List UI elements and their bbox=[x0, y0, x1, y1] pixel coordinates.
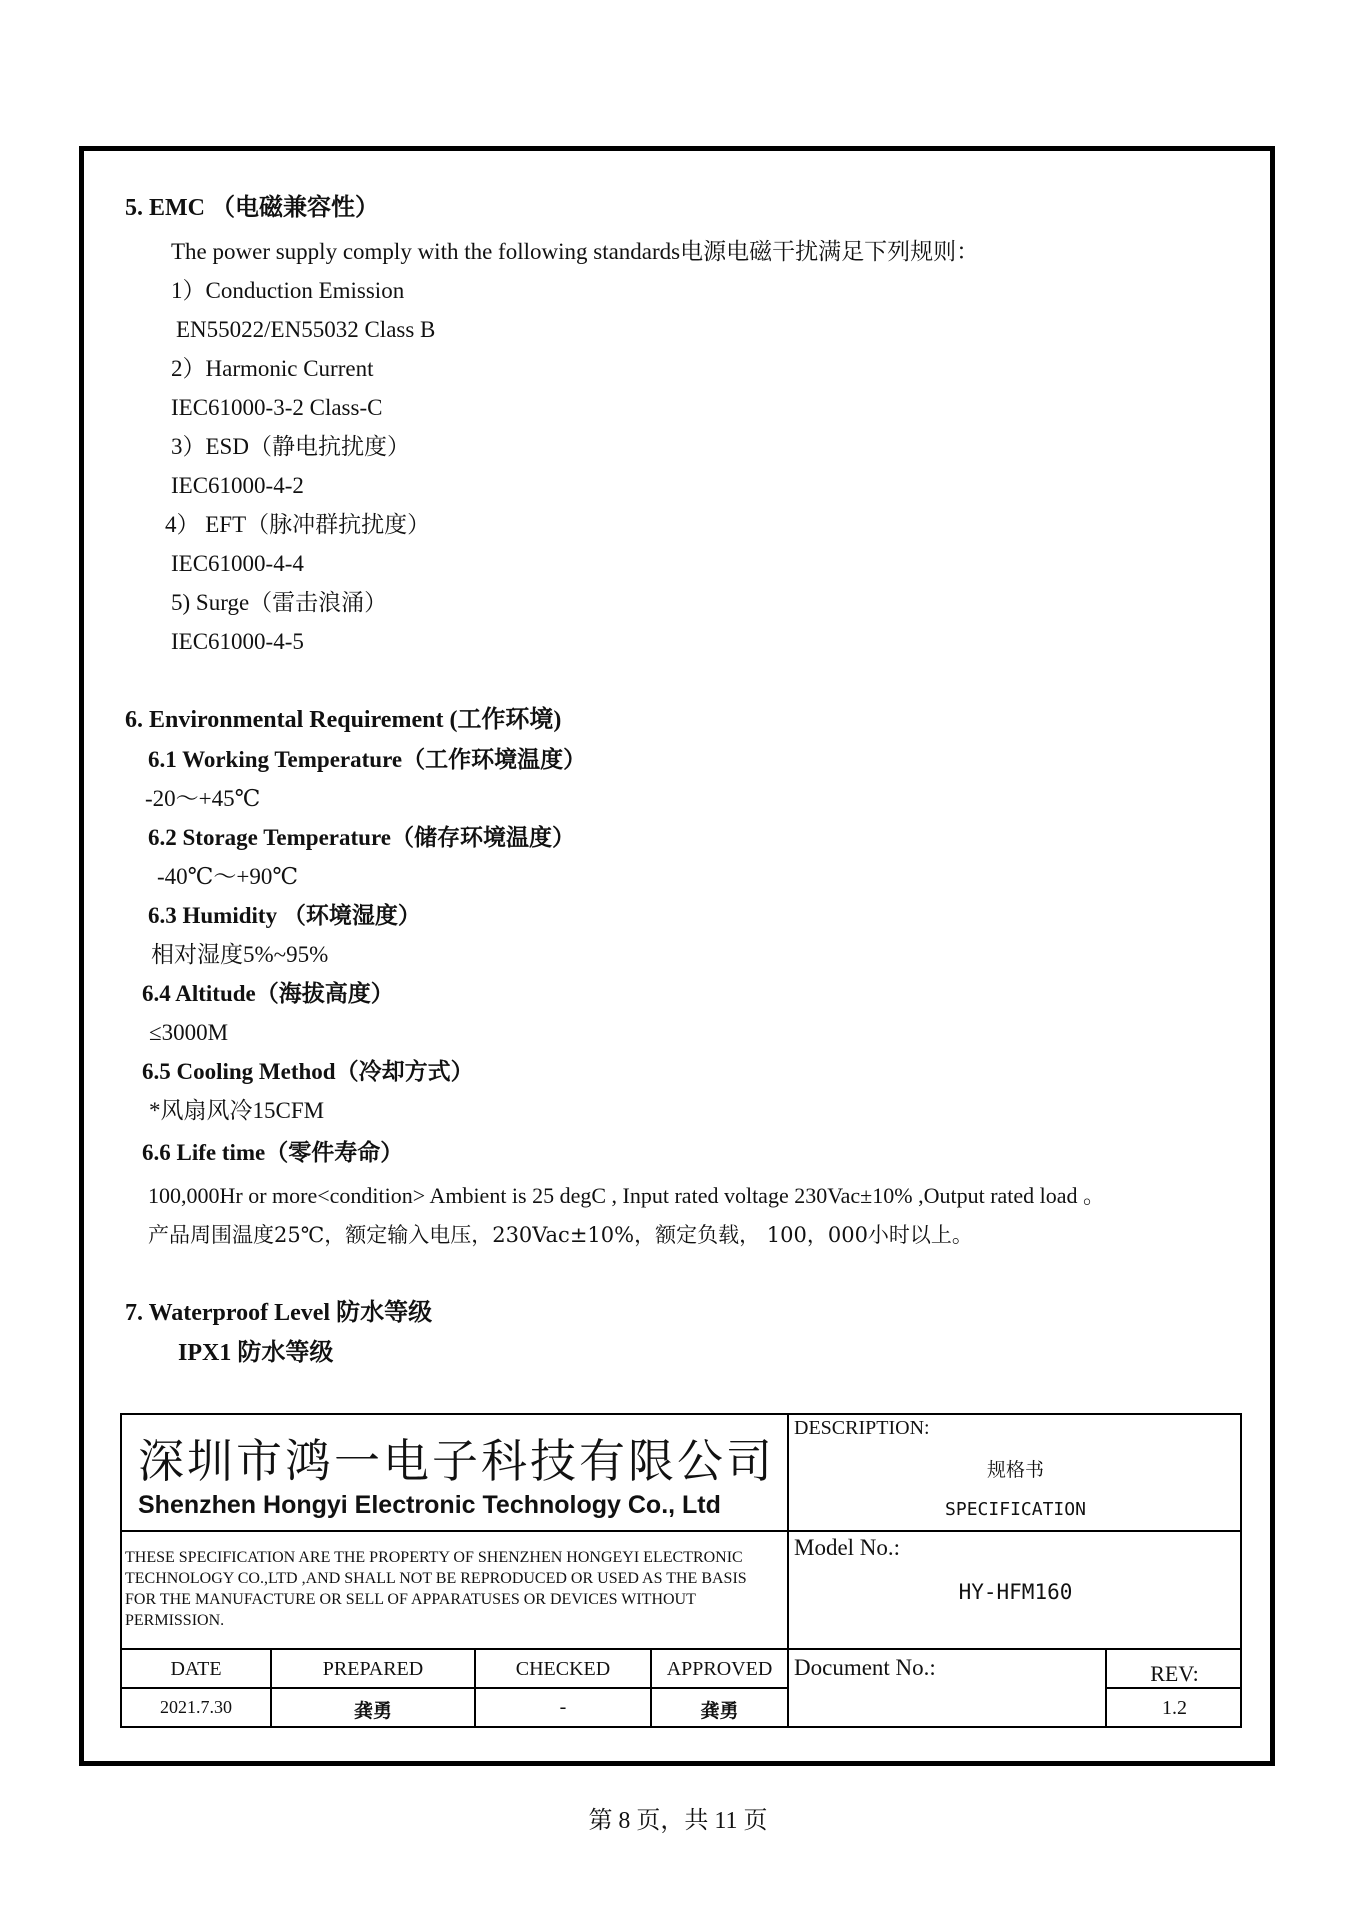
prepared-header: PREPARED bbox=[322, 1658, 424, 1680]
description-label: DESCRIPTION: bbox=[794, 1417, 930, 1439]
emc-item-2-label: 2）Harmonic Current bbox=[171, 356, 374, 381]
emc-item-2-standard: IEC61000-3-2 Class-C bbox=[171, 395, 383, 420]
altitude-value: ≤3000M bbox=[149, 1020, 229, 1045]
model-value: HY-HFM160 bbox=[958, 1580, 1073, 1604]
life-label: 6.6 Life time（零件寿命） bbox=[142, 1140, 404, 1165]
cooling-value: *风扇风冷15CFM bbox=[149, 1098, 325, 1123]
emc-item-3-label: 3）ESD（静电抗扰度） bbox=[171, 434, 410, 459]
emc-item-1-standard: EN55022/EN55032 Class B bbox=[176, 317, 436, 342]
life-value-en: 100,000Hr or more<condition> Ambient is 25 degC , Input rated voltage 230Vac±10% ,Output rated load 。 bbox=[148, 1183, 1106, 1208]
approved-header: APPROVED bbox=[666, 1658, 773, 1680]
humidity-value: 相对湿度5%~95% bbox=[151, 942, 329, 967]
emc-intro: The power supply comply with the following standards电源电磁干扰满足下列规则： bbox=[171, 239, 980, 264]
emc-item-5-label: 5) Surge（雷击浪涌） bbox=[171, 590, 388, 615]
cooling-label: 6.5 Cooling Method（冷却方式） bbox=[142, 1059, 474, 1084]
storage-temp-value: -40℃～+90℃ bbox=[157, 864, 299, 889]
env-heading: 6. Environmental Requirement (工作环境) bbox=[125, 707, 562, 733]
model-label: Model No.: bbox=[794, 1535, 901, 1560]
waterproof-heading: 7. Waterproof Level 防水等级 bbox=[125, 1300, 433, 1326]
document-label: Document No.: bbox=[794, 1655, 936, 1680]
life-value-cn: 产品周围温度25℃，额定输入电压，230Vac±10%，额定负载， 100，000小时以上。 bbox=[148, 1223, 973, 1247]
description-cn: 规格书 bbox=[986, 1459, 1044, 1481]
storage-temp-label: 6.2 Storage Temperature（储存环境温度） bbox=[148, 825, 575, 850]
rev-value: 1.2 bbox=[1162, 1697, 1187, 1719]
waterproof-value: IPX1 防水等级 bbox=[178, 1340, 334, 1366]
checked-value: - bbox=[559, 1696, 567, 1718]
date-value: 2021.7.30 bbox=[160, 1697, 232, 1717]
working-temp-label: 6.1 Working Temperature（工作环境温度） bbox=[148, 747, 587, 772]
emc-item-1-label: 1）Conduction Emission bbox=[171, 278, 405, 303]
property-notice: THESE SPECIFICATION ARE THE PROPERTY OF SHENZHEN HONGEYI ELECTRONIC TECHNOLOGY CO.,LTD ,AND SHALL NOT BE REPRODUCED OR USED AS THE BASIS FOR THE MANUFACTURE OR SELL OF APPARATUSES OR DEVICES WITHOUT PERMISSION. bbox=[125, 1549, 747, 1629]
company-name-cn: 深圳市鸿一电子科技有限公司 bbox=[138, 1434, 775, 1488]
rev-label: REV: bbox=[1150, 1661, 1199, 1686]
emc-item-4-label: 4） EFT（脉冲群抗扰度） bbox=[165, 512, 431, 537]
description-en: SPECIFICATION bbox=[945, 1499, 1086, 1520]
company-name-en: Shenzhen Hongyi Electronic Technology Co., Ltd bbox=[138, 1491, 721, 1519]
checked-header: CHECKED bbox=[515, 1658, 611, 1680]
humidity-label: 6.3 Humidity （环境湿度） bbox=[148, 903, 421, 928]
emc-item-5-standard: IEC61000-4-5 bbox=[171, 629, 304, 654]
emc-item-4-standard: IEC61000-4-4 bbox=[171, 551, 304, 576]
emc-heading: 5. EMC （电磁兼容性） bbox=[125, 195, 379, 221]
altitude-label: 6.4 Altitude（海拔高度） bbox=[142, 981, 394, 1006]
prepared-value: 龚勇 bbox=[353, 1700, 392, 1722]
title-block bbox=[120, 1413, 1242, 1728]
page-number: 第 8 页，共 11 页 bbox=[588, 1808, 768, 1834]
date-header: DATE bbox=[170, 1658, 222, 1680]
emc-item-3-standard: IEC61000-4-2 bbox=[171, 473, 304, 498]
working-temp-value: -20～+45℃ bbox=[145, 786, 261, 811]
approved-value: 龚勇 bbox=[700, 1700, 739, 1722]
